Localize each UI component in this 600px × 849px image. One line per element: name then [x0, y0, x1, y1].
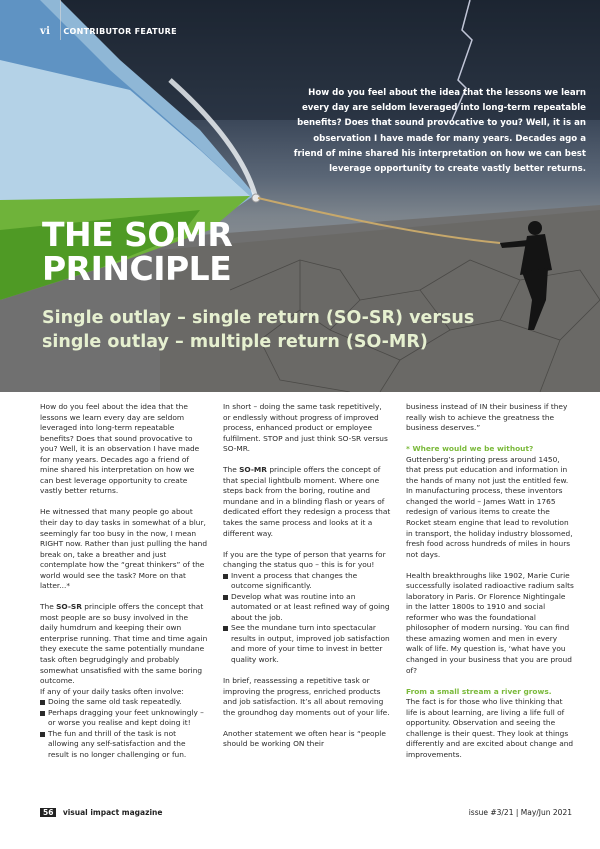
title-line-1: THE SOMR: [42, 215, 233, 254]
term-so-mr: SO-MR: [239, 465, 267, 475]
text: principle offers the concept of that special lightbulb moment. Where one steps back from the boring, routine and mundane and in a blinding flash or years of dedicated effort they redesign a process that takes the same process and looks at it a different way.: [223, 465, 391, 538]
list-item: The fun and thrill of the task is not allowing any self-satisfaction and the result is no longer challenging or fun.: [40, 729, 208, 761]
issue-info: issue #3/21 | May/Jun 2021: [468, 808, 572, 817]
paragraph: The fact is for those who live thinking that life is about learning, are living a life full of opportunity. Observation and seeing the challenge is their quest. They look at things differently and are excited about change and improvements.: [406, 697, 574, 759]
subheading: * Where would we be without?: [406, 444, 534, 454]
list-item: Perhaps dragging your feet unknowingly – or worse you realise and kept doing it!: [40, 708, 208, 729]
list-item: Develop what was routine into an automated or at least refined way of going about the job.: [223, 592, 391, 624]
title-line-2: PRINCIPLE: [42, 249, 232, 288]
list-item: Invent a process that changes the outcome significantly.: [223, 571, 391, 592]
text: The: [40, 602, 54, 612]
hero-image: [0, 0, 600, 392]
paragraph: He witnessed that many people go about their day to day tasks in somewhat of a blur, seemingly far too busy in the now, I mean RIGHT now. Rather than just pulling the hand break on, take a breather and just contemplate how the “great thinkers” of the world would see the task? More on that latter...*: [40, 507, 208, 591]
column-2: [223, 402, 391, 760]
list-item: Doing the same old task repeatedly.: [40, 697, 208, 708]
paragraph: In short – doing the same task repetitively, or endlessly without progress of improved process, enhanced product or employee fulfilment. STOP and just think SO-SR versus SO-MR.: [223, 402, 388, 454]
paragraph: If you are the type of person that yearns for changing the status quo – this is for you!: [223, 549, 386, 570]
paragraph: Health breakthroughs like 1902, Marie Curie successfully isolated radioactive radium salts laboratory in Paris. Or Florence Nightingale in the latter 1800s to 1910 and social reformer who was the foundational philosopher of modern nursing. You can find these amazing women and men in every walk of life. My question is, ‘what have you changed in your business that you are proud of?: [406, 570, 574, 675]
article-title: [42, 215, 233, 288]
bullet-list: [40, 697, 208, 760]
magazine-name: visual impact magazine: [62, 808, 163, 817]
column-3: [406, 402, 574, 771]
bullet-list: [223, 571, 391, 666]
intro-standfirst: How do you feel about the idea that the lessons we learn every day are seldom leveraged into long-term repeatable benefits? Does that sound provocative to you? Well, it is an observation I have made for many years. Decades ago a friend of mine shared his interpretation on how we can best leverage opportunity to create vastly better returns.: [293, 88, 586, 175]
text: The: [223, 465, 237, 475]
paragraph: Guttenberg’s printing press around 1450, that press put education and information in the hands of many not just the entitled few. In manufacturing process, these inventors changed the world – James Watt in 1765 redesign of various items to create the Rocket steam engine that lead to revolution in transport, the holiday industry blossomed, fresh food across hundreds of miles in hours not days.: [406, 454, 573, 559]
footer-page-number: 56: [40, 808, 56, 817]
paragraph: If any of your daily tasks often involve:: [40, 686, 184, 696]
header-page-number: vi: [40, 26, 51, 37]
paragraph: [223, 465, 391, 539]
text: principle offers the concept that most people are so busy involved in the daily humdrum and keeping their own enterprise running. That time and time again they execute the same potentially mundane task often begrudgingly and probably somewhat unsatisfied with the same boring outcome.: [40, 602, 208, 686]
list-item: See the mundane turn into spectacular results in output, improved job satisfaction and more of your time to invest in better quality work.: [223, 623, 391, 665]
article-subtitle: Single outlay – single return (SO-SR) versus single outlay – multiple return (SO-MR): [42, 308, 475, 352]
subheading: From a small stream a river grows.: [406, 686, 552, 696]
term-so-sr: SO-SR: [56, 602, 82, 612]
paragraph: Another statement we often hear is “people should be working ON their: [223, 728, 386, 749]
column-1: [40, 402, 208, 761]
paragraph: business instead of IN their business if they really wish to achieve the greatness the business deserves.”: [406, 402, 568, 433]
section-label: CONTRIBUTOR FEATURE: [63, 27, 177, 36]
header-bar: [40, 26, 177, 37]
paragraph: How do you feel about the idea that the lessons we learn every day are seldom leveraged into long-term repeatable benefits? Does that sound provocative to you? Well, it is an observation I have made for many years. Decades ago a friend of mine shared his interpretation on how we can best leverage opportunity to create vastly better returns.: [40, 402, 200, 496]
paragraph: [40, 602, 208, 686]
paragraph: In brief, reassessing a repetitive task or improving the progress, enriched products and job satisfaction. It’s all about removing the groundhog day moments out of your life.: [223, 676, 390, 717]
page-footer: [40, 808, 572, 817]
